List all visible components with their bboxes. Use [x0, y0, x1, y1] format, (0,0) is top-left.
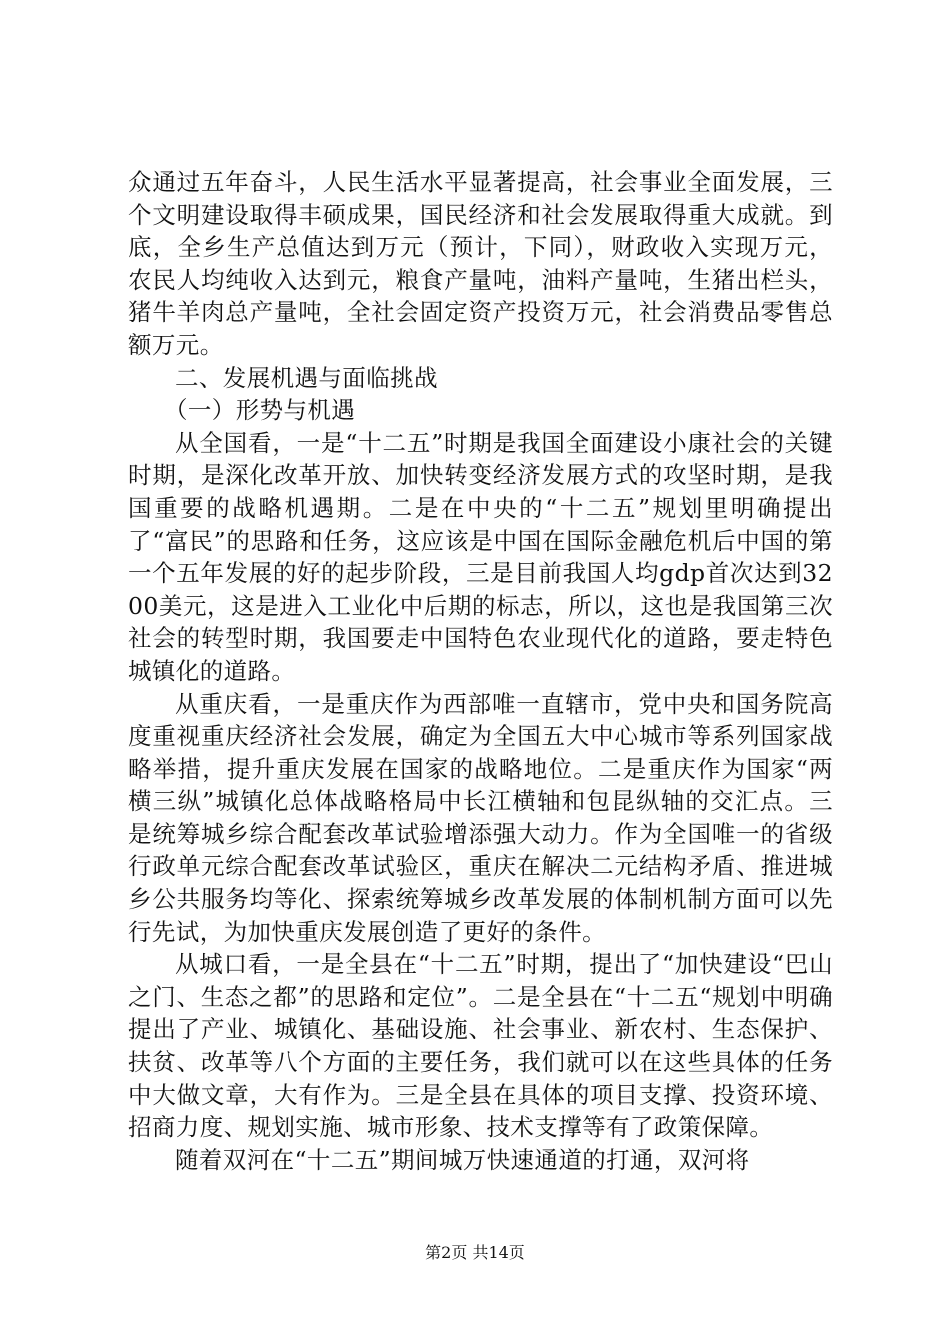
paragraph-shuanghe-view: 随着双河在“十二五”期间城万快速通道的打通，双河将	[175, 1145, 750, 1174]
paragraph-national-view: 从全国看，一是“十二五”时期是我国全面建设小康社会的关键时期，是深化改革开放、加快转变经济发展方式的攻坚时期，是我国重要的战略机遇期。二是在中央的“十二五”规划里明确提出了“富民”的思路和任务，这应该是中国在国际金融危机后中国的第一个五年发展的好的起步阶段，三是目前我国人均gdp首次达到3200美元，这是进入工业化中后期的标志，所以，这也是我国第三次社会的转型时期，我国要走中国特色农业现代化的道路，要走特色城镇化的道路。	[128, 428, 833, 685]
section-heading-opportunities-challenges: 二、发展机遇与面临挑战	[175, 363, 438, 392]
page-number-footer: 第2页 共14页	[425, 1243, 525, 1262]
paragraph-chongqing-view: 从重庆看，一是重庆作为西部唯一直辖市，党中央和国务院高度重视重庆经济社会发展，确定为全国五大中心城市等系列国家战略举措，提升重庆发展在国家的战略地位。二是重庆作为国家“两横三纵”城镇化总体战略格局中长江横轴和包昆纵轴的交汇点。三是统筹城乡综合配套改革试验增添强大动力。作为全国唯一的省级行政单元综合配套改革试验区，重庆在解决二元结构矛盾、推进城乡公共服务均等化、探索统筹城乡改革发展的体制机制方面可以先行先试，为加快重庆发展创造了更好的条件。	[128, 689, 833, 946]
document-body	[128, 166, 833, 1176]
subsection-heading-situation-opportunities: （一）形势与机遇	[164, 396, 356, 425]
paragraph-chengkou-view: 从城口看，一是全县在“十二五”时期，提出了“加快建设“巴山之门、生态之都”的思路和定位”。二是全县在“十二五“规划中明确提出了产业、城镇化、基础设施、社会事业、新农村、生态保护、扶贫、改革等八个方面的主要任务，我们就可以在这些具体的任务中大做文章，大有作为。三是全县在具体的项目支撑、投资环境、招商力度、规划实施、城市形象、技术支撑等有了政策保障。	[128, 950, 833, 1142]
paragraph-achievements-summary: 众通过五年奋斗，人民生活水平显著提高，社会事业全面发展，三个文明建设取得丰硕成果，国民经济和社会发展取得重大成就。到底，全乡生产总值达到万元（预计，下同），财政收入实现万元，农民人均纯收入达到元，粮食产量吨，油料产量吨，生猪出栏头，猪牛羊肉总产量吨，全社会固定资产投资万元，社会消费品零售总额万元。	[128, 168, 833, 359]
